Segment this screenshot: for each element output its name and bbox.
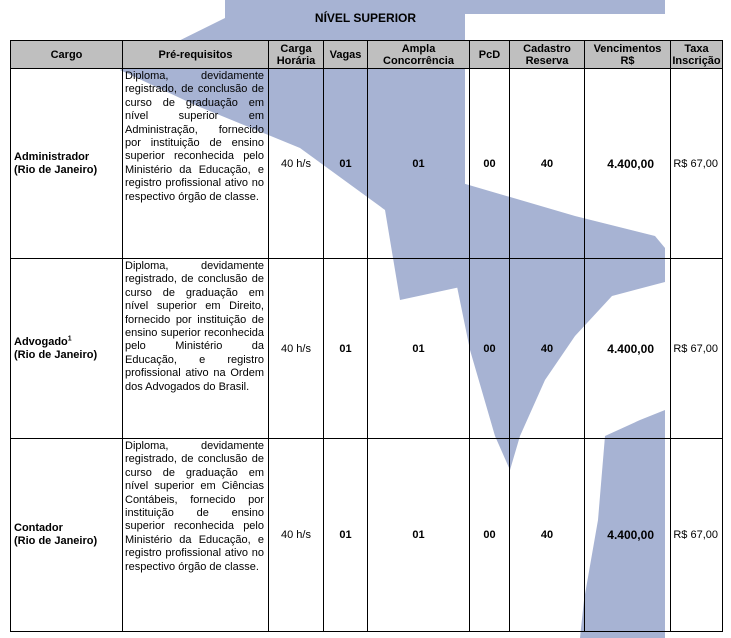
cell-ampla: 01 <box>368 259 470 439</box>
col-pcd: PcD <box>470 41 510 69</box>
section-title: NÍVEL SUPERIOR <box>314 11 417 25</box>
cell-cadastro: 40 <box>510 259 585 439</box>
cell-vencimentos: 4.400,00 <box>585 259 671 439</box>
col-cadastro: Cadastro Reserva <box>510 41 585 69</box>
cell-cargo: Administrador (Rio de Janeiro) <box>11 69 123 259</box>
cell-vencimentos: 4.400,00 <box>585 439 671 632</box>
cell-vagas: 01 <box>324 69 368 259</box>
table-header-row <box>11 41 723 69</box>
cell-carga: 40 h/s <box>269 259 324 439</box>
table-row <box>11 69 723 259</box>
cell-pcd: 00 <box>470 259 510 439</box>
cell-prereq: Diploma, devidamente registrado, de conclusão de curso de graduação em nível superior em Ciências Contábeis, fornecido por instituição de ensino superior reconhecida pelo Ministério da Educação, e registro profissional ativo no respectivo órgão de classe. <box>123 439 269 632</box>
cell-prereq: Diploma, devidamente registrado, de conclusão de curso de graduação em nível superior em Administração, fornecido por instituição de ensino superior reconhecida pelo Ministério da Educação, e registro profissional ativo no respectivo órgão de classe. <box>123 69 269 259</box>
col-taxa: Taxa Inscrição <box>672 42 721 67</box>
cell-taxa: R$ 67,00 <box>671 439 723 632</box>
col-ampla: Ampla Concorrência <box>368 41 470 69</box>
cell-carga: 40 h/s <box>269 439 324 632</box>
cell-prereq: Diploma, devidamente registrado, de conclusão de curso de graduação em nível superior em Direito, fornecido por instituição de ensino superior reconhecida pelo Ministério da Educação, e registro profissional ativo na Ordem dos Advogados do Brasil. <box>123 259 269 439</box>
cell-cargo: Contador (Rio de Janeiro) <box>11 439 123 632</box>
cell-ampla: 01 <box>368 69 470 259</box>
cell-pcd: 00 <box>470 439 510 632</box>
col-carga: Carga Horária <box>269 41 324 69</box>
footnote-marker: 1 <box>67 334 72 342</box>
cell-pcd: 00 <box>470 69 510 259</box>
cell-taxa: R$ 67,00 <box>671 69 723 259</box>
cell-vencimentos: 4.400,00 <box>585 69 671 259</box>
table-row <box>11 259 723 439</box>
cell-cadastro: 40 <box>510 69 585 259</box>
positions-table <box>10 40 723 632</box>
col-vencimentos: Vencimentos R$ <box>585 41 671 69</box>
table-row <box>11 439 723 632</box>
col-prereq: Pré-requisitos <box>123 41 269 69</box>
cell-carga: 40 h/s <box>269 69 324 259</box>
cell-vagas: 01 <box>324 259 368 439</box>
col-vagas: Vagas <box>324 41 368 69</box>
cell-ampla: 01 <box>368 439 470 632</box>
cell-cargo: Advogado$^1$ (Rio de Janeiro) <box>11 259 123 439</box>
cell-vagas: 01 <box>324 439 368 632</box>
cell-taxa: R$ 67,00 <box>671 259 723 439</box>
col-cargo: Cargo <box>11 41 123 69</box>
cell-cadastro: 40 <box>510 439 585 632</box>
